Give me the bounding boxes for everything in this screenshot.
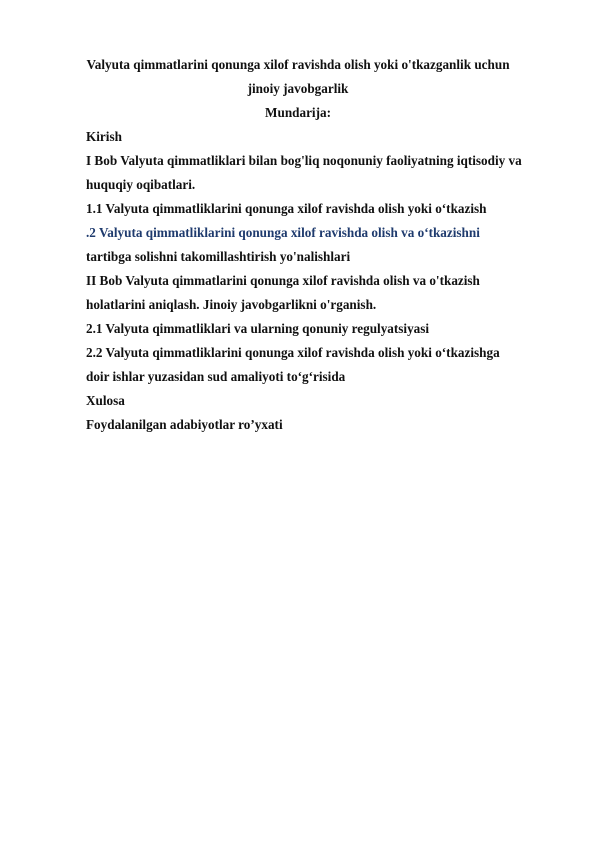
contents-item-section-2-2: 2.2 Valyuta qimmatliklarini qonunga xilof ravishda olish yoki o‘tkazishga (86, 345, 500, 360)
contents-item-chapter-2: II Bob Valyuta qimmatlarini qonunga xilof ravishda olish va o'tkazish (86, 273, 480, 288)
contents-item-section-2-1: 2.1 Valyuta qimmatliklari va ularning qonuniy regulyatsiyasi (86, 321, 430, 336)
document-title-line-2: jinoiy javobgarlik (247, 81, 349, 96)
contents-item-chapter-1-continued: huquqiy oqibatlari. (86, 177, 196, 192)
contents-item-section-2-2-continued: doir ishlar yuzasidan sud amaliyoti to‘g‘risida (86, 369, 346, 384)
contents-item-chapter-2-continued: holatlarini aniqlash. Jinoiy javobgarlikni o'rganish. (86, 297, 377, 312)
contents-item-section-1-1: 1.1 Valyuta qimmatliklarini qonunga xilof ravishda olish yoki o‘tkazish (86, 201, 487, 216)
document-title-line-1: Valyuta qimmatlarini qonunga xilof ravishda olish yoki o'tkazganlik uchun (86, 57, 510, 72)
contents-heading: Mundarija: (265, 105, 331, 120)
contents-item-references: Foydalanilgan adabiyotlar ro’yxati (86, 417, 283, 432)
contents-item-section-1-2-continued: tartibga solishni takomillashtirish yo'nalishlari (86, 249, 351, 264)
contents-item-conclusion: Xulosa (86, 393, 125, 408)
contents-item-introduction: Kirish (86, 129, 122, 144)
contents-item-section-1-2: .2 Valyuta qimmatliklarini qonunga xilof ravishda olish va o‘tkazishni (86, 225, 480, 240)
contents-item-chapter-1: I Bob Valyuta qimmatliklari bilan bog'liq noqonuniy faoliyatning iqtisodiy va (86, 153, 522, 168)
